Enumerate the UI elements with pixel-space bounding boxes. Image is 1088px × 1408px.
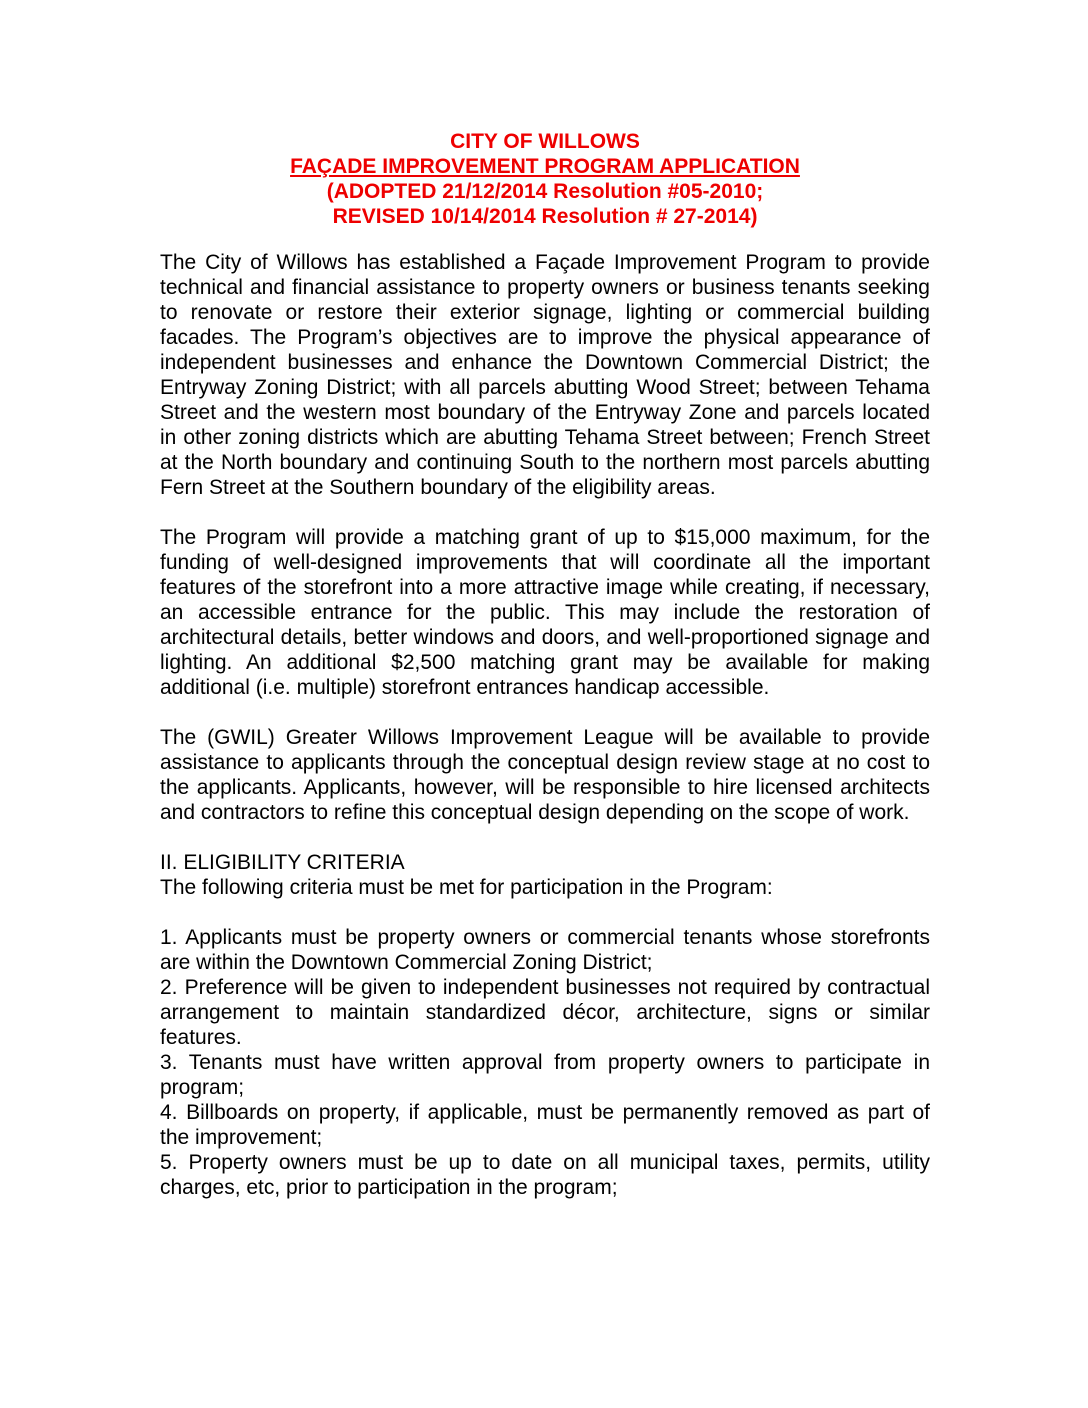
header-adopted-line: (ADOPTED 21/12/2014 Resolution #05-2010; <box>326 180 764 203</box>
document-content <box>160 129 930 1200</box>
criteria-item-5: 5. Property owners must be up to date on all municipal taxes, permits, utility charges, etc, prior to participation in the program; <box>160 1151 930 1199</box>
header-city-title: CITY OF WILLOWS <box>450 130 640 153</box>
paragraph-gwil-assistance: The (GWIL) Greater Willows Improvement League will be available to provide assistance to applicants through the conceptual design review stage at no cost to the applicants. Applicants, however, will be responsible to hire licensed architects and contractors to refine this conceptual design depending on the scope of work. <box>160 726 930 824</box>
criteria-item-4: 4. Billboards on property, if applicable, must be permanently removed as part of the improvement; <box>160 1101 930 1149</box>
criteria-item-2: 2. Preference will be given to independent businesses not required by contractual arrangement to maintain standardized décor, architecture, signs or similar features. <box>160 976 930 1049</box>
paragraph-grant-details: The Program will provide a matching grant of up to $15,000 maximum, for the funding of well-designed improvements that will coordinate all the important features of the storefront into a more attractive image while creating, if necessary, an accessible entrance for the public. This may include the restoration of architectural details, better windows and doors, and well-proportioned signage and lighting. An additional $2,500 matching grant may be available for making additional (i.e. multiple) storefront entrances handicap accessible. <box>160 526 930 699</box>
criteria-item-1: 1. Applicants must be property owners or commercial tenants whose storefronts are within the Downtown Commercial Zoning District; <box>160 926 930 974</box>
criteria-item-3: 3. Tenants must have written approval from property owners to participate in program; <box>160 1051 930 1099</box>
header-revised-line: REVISED 10/14/2014 Resolution # 27-2014) <box>332 205 758 228</box>
paragraph-program-overview: The City of Willows has established a Façade Improvement Program to provide technical and financial assistance to property owners or business tenants seeking to renovate or restore their exterior signage, lighting or commercial building facades. The Program’s objectives are to improve the physical appearance of independent businesses and enhance the Downtown Commercial District; the Entryway Zoning District; with all parcels abutting Wood Street; between Tehama Street and the western most boundary of the Entryway Zone and parcels located in other zoning districts which are abutting Tehama Street between; French Street at the North boundary and continuing South to the northern most parcels abutting Fern Street at the Southern boundary of the eligibility areas. <box>160 251 930 499</box>
eligibility-section-intro: The following criteria must be met for participation in the Program: <box>160 876 773 899</box>
document-header <box>160 129 930 229</box>
eligibility-section-heading: II. ELIGIBILITY CRITERIA <box>160 851 405 874</box>
eligibility-section <box>160 850 930 1200</box>
header-program-title: FAÇADE IMPROVEMENT PROGRAM APPLICATION <box>290 155 800 178</box>
